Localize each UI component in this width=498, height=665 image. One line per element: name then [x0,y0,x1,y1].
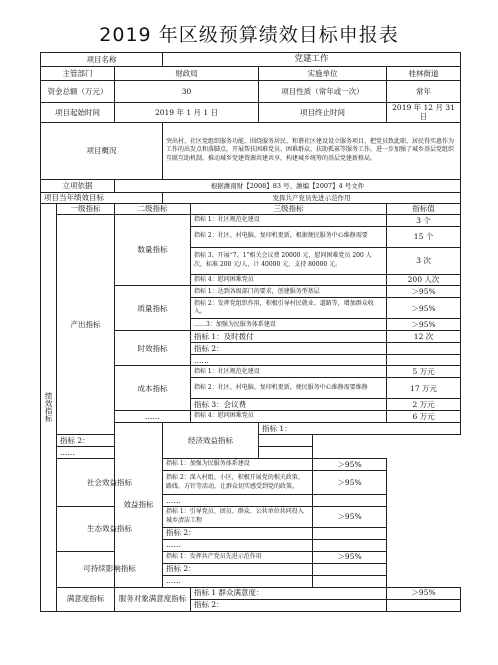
sustainable-row-1: 指标 1：发挥共产党员先进示范作用 [163,551,313,563]
sustainable-value-3 [313,575,387,587]
quantity-indicators-label: 数量指标 [115,214,191,286]
project-name-value: 党建工作 [163,53,461,67]
social-indicators-label: 社会效益指标 [57,459,163,507]
social-row-1: 指标 1：加强为民服务体系建设 [163,459,313,471]
cost-value-1: 5 万元 [387,366,461,378]
social-row-2: 指标 2：深入村组、小区，积极开展党的相关政策、路线、方针等活动，让群众切实感受到党的政策。 [163,471,313,495]
end-value: 2019 年 12 月 31 日 [387,103,461,123]
nature-value: 常年 [387,81,461,103]
cost-value-3: 2 万元 [387,399,461,411]
project-name-label: 项目名称 [41,53,163,67]
cost-row-1: 指标 1：社区规范化建设 [191,366,387,378]
ecological-row-2: 指标 2： [163,527,313,539]
ecological-value-2 [313,527,387,539]
economic-value-2 [259,435,313,447]
quantity-row-4: 指标 4：慰问困难党员 [191,274,387,286]
cost-indicators-label: 成本指标 [115,366,191,411]
quality-value-2: ＞95% [387,298,461,319]
timeliness-row-2: 指标 2： [191,343,387,355]
overview-label: 项目概况 [41,122,163,179]
basis-label: 立项依据 [41,179,115,192]
level1-header: 一级指标 [57,203,115,214]
goal-label: 项目当年绩效目标 [41,192,163,203]
ecological-value-3 [313,539,387,551]
benefit-indicators-label: 效益指标 [115,423,163,587]
quantity-row-3: 指标 3、开展“7、1”相关会议费 20000 元，慰问困难党员 200 人次，标准 200 元/人，计 40000 元，支持 80000 元。 [191,247,387,274]
social-row-3: …… [163,495,313,507]
quantity-value-2: 15 个 [387,226,461,247]
economic-row-2: 指标 2： [57,435,191,447]
sustainable-row-2: 指标 2： [163,563,313,575]
timeliness-row-3: …… [191,355,387,366]
value-header: 指标值 [387,203,461,214]
satisfaction-row-1: 指标 1 群众满意度： [191,587,387,599]
timeliness-value-3 [387,355,461,366]
quantity-row-1: 指标 1：社区规范化建设 [191,214,387,226]
page-title: 2019 年区级预算绩效目标申报表 [99,24,399,46]
quantity-value-1: 3 个 [387,214,461,226]
sustainable-row-3: …… [163,575,313,587]
sustainable-indicators-label: 可持续影响指标 [57,551,163,587]
fund-label: 资金总额（万元） [41,81,115,103]
ecological-value-1: ＞95% [313,507,387,527]
service-satisfaction-label: 服务对象满意度指标 [115,587,191,611]
end-label: 项目终止时间 [259,103,387,123]
nature-label: 项目性质（常年或一次） [259,81,387,103]
social-value-2: ＞95% [313,471,387,495]
quality-row-3: ……3：加强为民服务体系建设 [191,319,387,331]
cost-row-3: 指标 3：会议费 [191,399,387,411]
economic-row-3: …… [57,447,191,459]
cost-row-2: 指标 2：社区、村电脑、复印机更新，便民服务中心维修需要维修 [191,378,387,399]
quantity-value-3: 3 次 [387,247,461,274]
timeliness-value-1: 12 次 [387,331,461,343]
perf-indicators-label: 绩效指标 [41,203,57,611]
basis-value: 根据潍南财【2008】83 号、潍编【2007】4 号文件 [115,179,461,192]
start-label: 项目起始时间 [41,103,115,123]
quantity-row-2: 指标 2：社区、村电脑、复印机更新，根据便民服务中心维修需要 [191,226,387,247]
satisfaction-indicators-label: 满意度指标 [57,587,115,611]
satisfaction-value-2 [387,599,461,611]
sustainable-value-2 [313,563,387,575]
quality-indicators-label: 质量指标 [115,286,191,331]
impl-unit-value: 桂林街道 [387,67,461,81]
cost-value-2: 17 万元 [387,378,461,399]
level3-header: 三级指标 [191,203,387,214]
dept-label: 主管部门 [41,67,115,81]
dept-value: 财政局 [115,67,259,81]
timeliness-indicators-label: 时效指标 [115,331,191,366]
budget-performance-table [40,52,461,612]
cost-extra-label: …… [115,411,191,423]
ecological-indicators-label: 生态效益指标 [57,507,163,551]
impl-unit-label: 实施单位 [259,67,387,81]
social-value-1: ＞95% [313,459,387,471]
economic-value-3 [259,447,313,459]
quality-value-3: ＞95% [387,319,461,331]
social-value-3 [313,495,387,507]
timeliness-value-2 [387,343,461,355]
timeliness-row-1: 指标 1：及时拨付 [191,331,387,343]
level2-header: 二级指标 [115,203,191,214]
goal-value: 发挥共产党员先进示范作用 [163,192,461,203]
output-indicators-label: 产出指标 [57,214,115,434]
satisfaction-value-1: ＞95% [387,587,461,599]
cost-value-4: 6 万元 [387,411,461,423]
overview-value: 突出村、社区党组织服务功能，围绕服务居民、和谐社区建设设立服务项目，把党员致此职、居民得实惠作为工作的出发点和落脚点，开展帮扶困难党员、困难群众、扶助孤寡等服务工作，进一步加强了城乡基层党组织互联互助机制，推动城乡党建资源共建共享，构建城乡统筹的基层党建新格局。 [163,122,461,179]
satisfaction-row-2: 指标 2： [191,599,387,611]
quality-value-1: ＞95% [387,286,461,298]
start-value: 2019 年 1 月 1 日 [115,103,259,123]
fund-value: 30 [115,81,259,103]
cost-row-4: 指标 4：慰问困难党员 [191,411,387,423]
quality-row-1: 指标 1：达到各级部门的要求，创建服务型基层 [191,286,387,298]
ecological-row-3: …… [163,539,313,551]
quantity-value-4: 200 人次 [387,274,461,286]
economic-indicators-label: 经济效益指标 [163,423,259,459]
sustainable-value-1: ＞95% [313,551,387,563]
economic-row-1: 指标 1： [259,423,461,435]
quality-row-2: 指标 2：发挥党组织作用，积极引导村民就业、道路等，增加群众收入。 [191,298,387,319]
ecological-row-1: 指标 1：引导党员、团员、群众、公共单位共同投入城乡清洁工程 [163,507,313,527]
